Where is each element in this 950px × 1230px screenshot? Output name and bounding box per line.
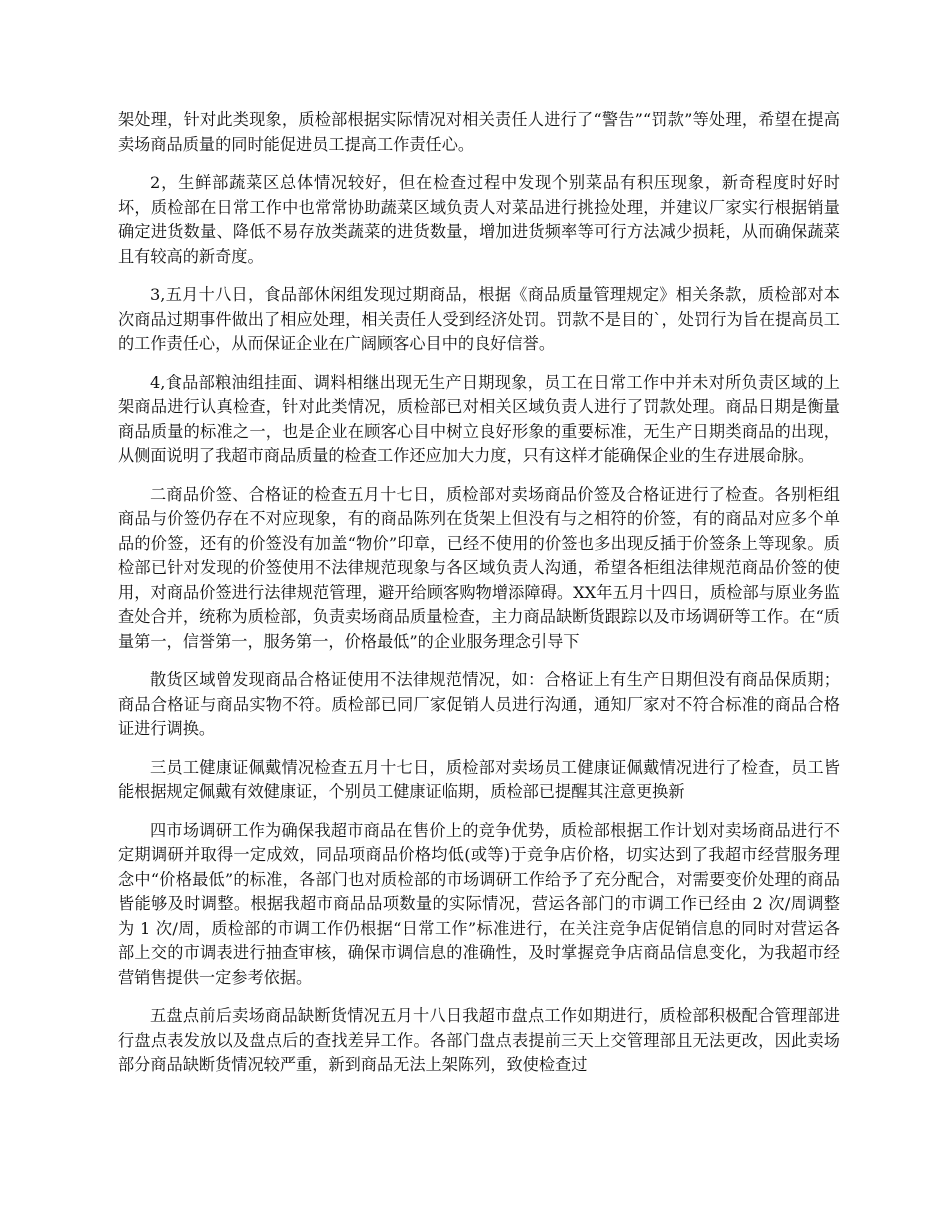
paragraph-item-3-expired-goods: 3,五月十八日，食品部休闲组发现过期商品，根据《商品质量管理规定》相关条款，质检部对本次商品过期事件做出了相应处理，相关责任人受到经济处罚。罚款不是目的`，处罚行为旨在提高员工的工作责任心，从而保证企业在广阔顾客心目中的良好信誉。 bbox=[118, 285, 840, 353]
paragraph-item-4-production-date: 4,食品部粮油组挂面、调料相继出现无生产日期现象，员工在日常工作中并未对所负责区域的上架商品进行认真检查，针对此类情况，质检部已对相关区域负责人进行了罚款处理。商品日期是衡量商品质量的标准之一，也是企业在顾客心目中树立良好形象的重要标准，无生产日期类商品的出现，从侧面说明了我超市商品质量的检查工作还应加大力度，只有这样才能确保企业的生存进展命脉。 bbox=[118, 372, 840, 465]
paragraph-section-3-health-certificates: 三员工健康证佩戴情况检查五月十七日，质检部对卖场员工健康证佩戴情况进行了检查，员工皆能根据规定佩戴有效健康证，个别员工健康证临期，质检部已提醒其注意更换新 bbox=[118, 757, 840, 801]
paragraph-item-2-produce: 2，生鲜部蔬菜区总体情况较好，但在检查过程中发现个别菜品有积压现象，新奇程度时好时坏，质检部在日常工作中也常常协助蔬菜区域负责人对菜品进行挑捡处理，并建议厂家实行根据销量确定进货数量、降低不易存放类蔬菜的进货数量，增加进货频率等可行方法减少损耗，从而确保蔬菜且有较高的新奇度。 bbox=[118, 173, 840, 266]
paragraph-section-4-market-research: 四市场调研工作为确保我超市商品在售价上的竞争优势，质检部根据工作计划对卖场商品进行不定期调研并取得一定成效，同品项商品价格均低(或等)于竞争店价格，切实达到了我超市经营服务理念中“价格最低”的标准，各部门也对质检部的市场调研工作给予了充分配合，对需要变价处理的商品皆能够及时调整。根据我超市商品品项数量的实际情况，营运各部门的市调工作已经由 2 次/周调整为 1 次/周，质检部的市调工作仍根据“日常工作”标准进行，在关注竞争店促销信息的同时对营运各部上交的市调表进行抽查审核，确保市调信息的准确性，及时掌握竞争店商品信息变化，为我超市经营销售提供一定参考依据。 bbox=[118, 820, 840, 987]
paragraph-bulk-goods-certificates: 散货区域曾发现商品合格证使用不法律规范情况，如：合格证上有生产日期但没有商品保质期；商品合格证与商品实物不符。质检部已同厂家促销人员进行沟通，通知厂家对不符合标准的商品合格证进行调换。 bbox=[118, 670, 840, 738]
paragraph-section-5-stock-shortage: 五盘点前后卖场商品缺断货情况五月十八日我超市盘点工作如期进行，质检部积极配合管理部进行盘点表发放以及盘点后的查找差异工作。各部门盘点表提前三天上交管理部且无法更改，因此卖场部分商品缺断货情况较严重，新到商品无法上架陈列，致使检查过 bbox=[118, 1006, 840, 1074]
paragraph-section-2-price-tags: 二商品价签、合格证的检查五月十七日，质检部对卖场商品价签及合格证进行了检查。各别柜组商品与价签仍存在不对应现象，有的商品陈列在货架上但没有与之相符的价签，有的商品对应多个单品的价签，还有的价签没有加盖“物价”印章，已经不使用的价签也多出现反插于价签条上等现象。质检部已针对发现的价签使用不法律规范现象与各区域负责人沟通，希望各柜组法律规范商品价签的使用，对商品价签进行法律规范管理，避开给顾客购物增添障碍。XX年五月十四日，质检部与原业务监查处合并，统称为质检部，负责卖场商品质量检查，主力商品缺断货跟踪以及市场调研等工作。在“质量第一，信誉第一，服务第一，价格最低”的企业服务理念引导下 bbox=[118, 484, 840, 651]
paragraph-continuation: 架处理，针对此类现象，质检部根据实际情况对相关责任人进行了“警告”“罚款”等处理，希望在提高卖场商品质量的同时能促进员工提高工作责任心。 bbox=[118, 110, 840, 154]
document-body bbox=[118, 108, 840, 1092]
